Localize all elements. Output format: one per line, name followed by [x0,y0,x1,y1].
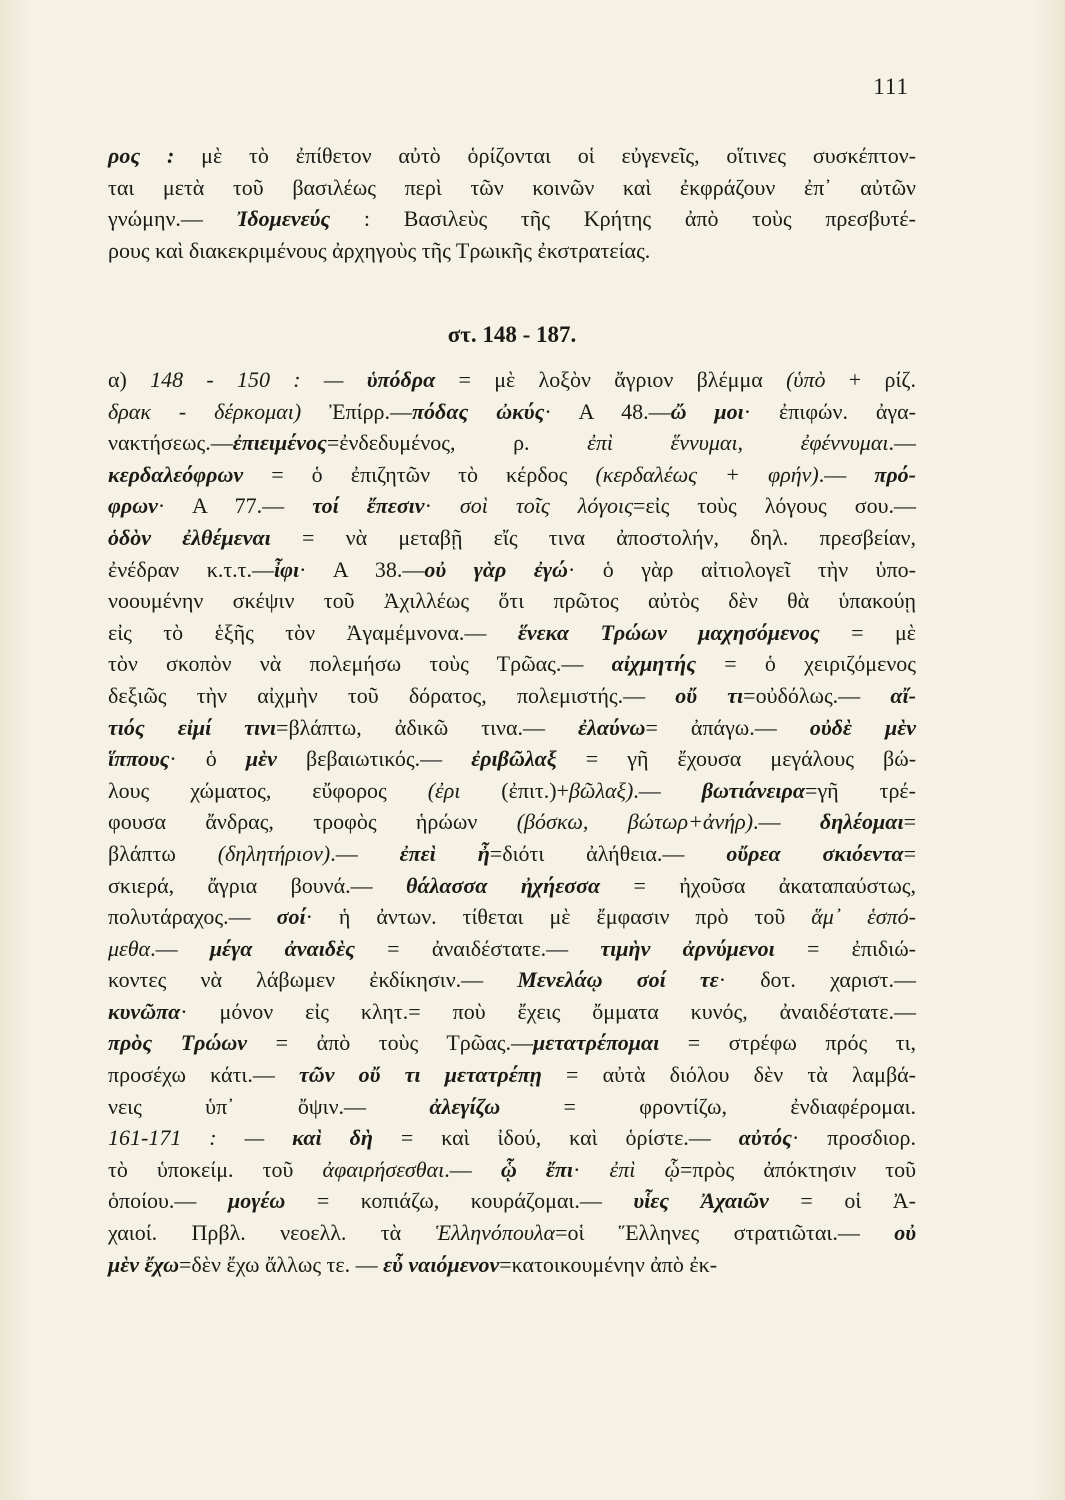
text-segment: νεις ὑπ᾽ ὄψιν.— [108,1093,430,1119]
glossary-term: πρό- [874,461,917,487]
text-segment: · ὁ [169,746,246,772]
text-segment: σκιερά, ἄγρια βουνά.— [108,872,407,898]
text-segment: · ἡ ἀντων. τίθεται μὲ ἔμφασιν πρὸ τοῦ [305,904,812,930]
text-segment: · δοτ. χαριστ.— [718,967,916,993]
glossary-term: πρὸς Τρώων [108,1030,248,1056]
glossary-term: οὔρεα σκιόεντα [726,840,904,866]
text-segment: .— [330,840,400,866]
text-segment: = [903,840,916,866]
italic-text: (δηλητήριον) [217,840,331,866]
glossary-term: καὶ δὴ [292,1125,373,1151]
text-segment: (ἐπιτ.)+ [460,777,569,803]
glossary-term: μέγα ἀναιδὲς [209,935,355,961]
italic-text: ἅμ᾽ ἑσπό- [811,904,916,930]
text-segment: .— [753,809,820,835]
intro-paragraph [108,140,916,266]
italic-text: ἐπὶ ᾧ [609,1156,681,1182]
text-segment: =οὐδόλως.— [743,682,891,708]
glossary-term: μετατρέπομαι [533,1030,660,1056]
text-line [108,554,916,586]
glossary-term: κερδαλεόφρων [108,461,244,487]
text-line [108,933,916,965]
glossary-term: ἕνεκα Τρώων μαχησόμενος [517,619,820,645]
glossary-term: αἰχμητής [611,651,697,677]
text-segment: = μὲ [819,619,916,645]
text-segment: =εἰς τοὺς λόγους σου.— [633,493,917,519]
text-line [108,712,916,744]
italic-text: ἀφαιρήσεσθαι [322,1156,445,1182]
text-segment: =οἱ Ἕλληνες στρατιῶται.— [555,1220,895,1246]
text-segment: · [424,493,460,519]
glossary-term: οὐ [894,1220,917,1246]
italic-text: βῶλαξ) [568,777,634,803]
text-segment: ὁποίου.— [108,1188,228,1214]
text-segment: = ὁ ἐπιζητῶν τὸ κέρδος [243,461,596,487]
italic-text: (βόσκω, βώτωρ+ἀνήρ) [516,809,754,835]
text-segment: = ἀπὸ τοὺς Τρῶας.— [247,1030,533,1056]
glossary-term: Μενελάῳ σοί τε [517,967,719,993]
text-line [108,806,916,838]
glossary-term: ἐλαύνω [578,714,646,740]
glossary-term: ὁδὸν ἐλθέμεναι [108,524,271,550]
text-segment: .— [818,461,875,487]
italic-text: 161-171 : — [108,1125,293,1151]
glossary-term: πόδας ὠκύς [412,398,545,424]
italic-text: Ἑλληνόπουλα [435,1220,556,1246]
glossary-term: Ἰδομενεύς [236,206,331,232]
glossary-term: τιμὴν ἀρνύμενοι [600,935,775,961]
text-segment: νοουμένην σκέψιν τοῦ Ἀχιλλέως ὅτι πρῶτος αὐτὸς δὲν θὰ ὑπακούῃ [108,588,916,614]
glossary-term: οὔ τι [675,682,744,708]
text-segment: = ἐπιδιώ- [774,935,916,961]
glossary-term: τῶν οὔ τι μετατρέπῃ [299,1062,542,1088]
glossary-term: θάλασσα ἠχήεσσα [406,872,601,898]
glossary-term: υἷες Ἀχαιῶν [633,1188,769,1214]
text-segment: δεξιῶς τὴν αἰχμὴν τοῦ δόρατος, πολεμιστής.— [108,682,676,708]
text-line [108,901,916,933]
italic-text: (ὑπὸ [786,367,826,392]
text-segment: = [903,809,916,835]
text-line [108,996,916,1028]
text-segment: τὸν σκοπὸν νὰ πολεμήσω τοὺς Τρῶας.— [108,651,612,677]
text-segment: πολυτάραχος.— [108,904,277,930]
text-segment: =δὲν ἔχω ἄλλως τε. — [179,1251,384,1277]
text-segment: =πρὸς ἀπόκτησιν τοῦ [680,1156,917,1182]
text-segment: φουσα ἄνδρας, τροφὸς ἡρώων [108,809,517,835]
text-segment: · Α 48.— [544,398,671,424]
text-segment: : Βασιλεὺς τῆς Κρήτης ἀπὸ τοὺς πρεσβυτέ- [330,206,916,232]
text-segment: · μόνον εἰς κλητ.= ποὺ ἔχεις ὄμματα κυνός, ἀναιδέστατε.— [180,998,916,1024]
text-segment: = ἀπάγω.— [645,714,810,740]
italic-text: σοὶ τοῖς λόγοις [459,493,634,519]
text-segment: α) [108,367,151,392]
glossary-term: δηλέομαι [819,809,904,835]
text-segment: = φροντίζω, ἐνδιαφέρομαι. [500,1093,916,1119]
text-line [108,490,916,522]
glossary-term: σοί [276,904,306,930]
section-heading: στ. 148 - 187. [447,322,577,347]
text-segment: Ἐπίρρ.— [301,398,413,424]
glossary-term: ἐπεὶ ἦ [399,840,490,866]
text-line [108,459,916,491]
text-segment: = κοπιάζω, κουράζομαι.— [285,1188,634,1214]
text-segment: προσέχω κάτι.— [108,1062,300,1088]
glossary-term: ἶφι [274,556,300,582]
text-line [108,1091,916,1123]
text-line [108,172,916,204]
text-line [108,396,916,428]
text-line [108,427,916,459]
text-segment: · Α 38.— [299,556,425,582]
text-segment: .— [444,1156,501,1182]
glossary-term: ὑπόδρα [366,367,436,392]
glossary-term: φρων [108,493,158,519]
text-segment: + ρίζ. [825,367,916,392]
text-segment: = στρέφω πρός τι, [659,1030,916,1056]
italic-text: δρακ - δέρκομαι) [108,398,302,424]
text-segment: =κατοικουμένην ἀπὸ ἐκ- [499,1251,718,1277]
glossary-term: ἐπιειμένος [232,430,327,456]
text-line [108,964,916,996]
text-segment: = μὲ λοξὸν ἄγριον βλέμμα [435,367,787,392]
text-line [108,585,916,617]
glossary-term: ἀλεγίζω [429,1093,501,1119]
glossary-term: αὐτός [738,1125,792,1151]
glossary-term: μὲν [245,746,277,772]
text-segment: κοντες νὰ λάβωμεν ἐκδίκησιν.— [108,967,518,993]
text-line [108,1154,916,1186]
page-number: 111 [873,74,909,99]
glossary-term: ὤ μοι [670,398,744,424]
text-line [108,203,916,235]
glossary-term: μὲν ἔχω [108,1251,180,1277]
text-segment: =διότι ἀλήθεια.— [489,840,727,866]
italic-text: ἐπὶ ἕννυμαι, ἐφέννυμαι [587,430,889,456]
text-segment: ἐνέδραν κ.τ.τ.— [108,556,275,582]
text-line [108,1217,916,1249]
text-segment: =γῆ τρέ- [805,777,916,803]
glossary-term: εὖ ναιόμενον [383,1251,500,1277]
text-segment: = γῆ ἔχουσα μεγάλους βώ- [556,746,917,772]
glossary-term: ρος : [108,143,175,168]
text-line [108,522,916,554]
glossary-term: οὐ γὰρ ἐγώ [424,556,568,582]
glossary-term: ἵππους [108,746,170,772]
text-line [108,140,916,172]
italic-text: 148 - 150 : — [150,367,367,392]
glossary-term: οὐδὲ μὲν [809,714,916,740]
text-line [108,1122,916,1154]
text-segment: · [573,1156,610,1182]
text-segment: .— [150,935,210,961]
text-segment: τὸ ὑποκείμ. τοῦ [108,1156,323,1182]
text-segment: = ἠχοῦσα ἀκαταπαύστως, [600,872,917,898]
text-line [108,680,916,712]
text-segment: βεβαιωτικός.— [276,746,472,772]
text-segment: = ὁ χειριζόμενος [696,651,916,677]
text-segment: · ὁ γὰρ αἰτιολογεῖ τὴν ὑπο- [567,556,917,582]
text-segment: · προσδιορ. [791,1125,916,1151]
glossary-term: κυνῶπα [108,998,181,1024]
text-line [108,1185,916,1217]
glossary-term: ἐριβῶλαξ [471,746,557,772]
text-segment: · ἐπιφών. ἀγα- [743,398,916,424]
italic-text: μεθα [108,935,151,961]
text-line [108,1059,916,1091]
text-segment: γνώμην.— [108,206,237,232]
glossary-term: μογέω [227,1188,286,1214]
glossary-term: τοί ἔπεσιν [312,493,425,519]
text-segment: = καὶ ἰδού, καὶ ὁρίστε.— [372,1125,739,1151]
text-segment: μὲ τὸ ἐπίθετον αὐτὸ ὁρίζονται οἱ εὐγενεῖς, οἵτινες συσκέπτον- [174,143,916,168]
text-line [108,235,916,267]
text-segment: εἰς τὸ ἑξῆς τὸν Ἀγαμέμνονα.— [108,619,518,645]
text-segment: νακτήσεως.— [108,430,233,456]
glossary-term: ᾧ ἔπι [500,1156,574,1182]
glossary-term: τιός εἰμί τινι [108,714,277,740]
text-segment: λους χώματος, εὔφορος [108,777,428,803]
text-line [108,364,916,396]
italic-text: (κερδαλέως + φρήν) [595,461,819,487]
text-segment: =ἐνδεδυμένος, ρ. [326,430,588,456]
text-line [108,1027,916,1059]
text-segment: = οἱ Ἀ- [768,1188,917,1214]
text-segment: χαιοί. Πρβλ. νεοελλ. τὰ [108,1220,436,1246]
text-line [108,775,916,807]
text-segment: = αὐτὰ διόλου δὲν τὰ λαμβά- [541,1062,916,1088]
text-line [108,838,916,870]
text-segment: =βλάπτω, ἀδικῶ τινα.— [276,714,579,740]
text-segment: = νὰ μεταβῇ εἴς τινα ἀποστολήν, δηλ. πρεσβείαν, [270,524,916,550]
text-line [108,743,916,775]
text-line [108,870,916,902]
text-line [108,1249,916,1281]
text-segment: .— [633,777,702,803]
text-segment: βλάπτω [108,840,218,866]
text-segment: .— [888,430,916,456]
glossary-term: αἴ- [890,682,916,708]
text-segment: ρους καὶ διακεκριμένους ἀρχηγοὺς τῆς Τρωικῆς ἐκστρατείας. [108,237,651,263]
text-segment: · Α 77.— [157,493,313,519]
commentary-paragraph [108,364,916,1280]
text-segment: = ἀναιδέστατε.— [354,935,601,961]
italic-text: (ἐρι [427,777,461,803]
text-line [108,648,916,680]
text-line [108,617,916,649]
glossary-term: βωτιάνειρα [701,777,806,803]
text-segment: ται μετὰ τοῦ βασιλέως περὶ τῶν κοινῶν καὶ ἐκφράζουν ἐπ᾽ αὐτῶν [108,174,916,200]
